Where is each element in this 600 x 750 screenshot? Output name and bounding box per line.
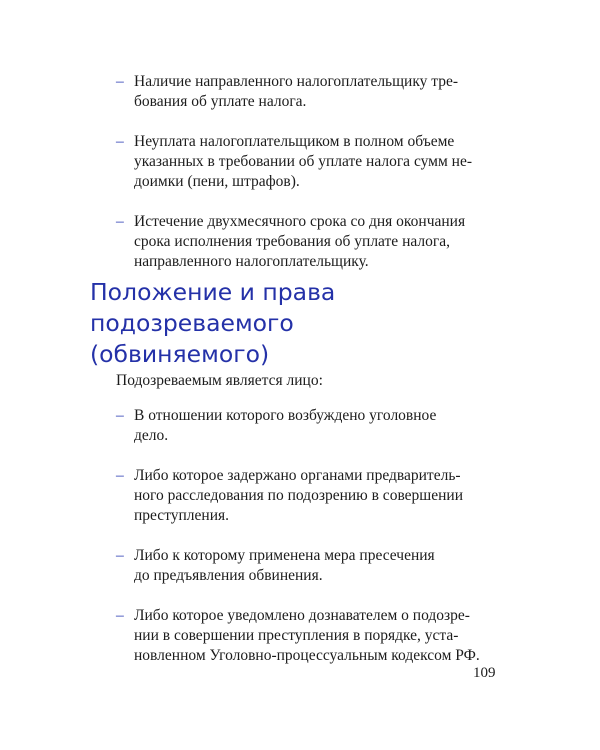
bullet-dash: – bbox=[116, 133, 124, 150]
text-line: В отношении которого возбуждено уголовное bbox=[134, 407, 437, 424]
list-item bbox=[116, 466, 514, 526]
text-line: бования об уплате налога. bbox=[134, 93, 307, 110]
heading-line: Положение и права bbox=[90, 278, 336, 306]
suspect-list bbox=[116, 406, 514, 666]
heading-line: подозреваемого bbox=[90, 309, 294, 337]
text-line: Либо к которому применена мера пресечения bbox=[134, 547, 435, 564]
list-item bbox=[116, 132, 514, 192]
bullet-dash: – bbox=[116, 547, 124, 564]
text-line: до предъявления обвинения. bbox=[134, 567, 323, 584]
bullet-dash: – bbox=[116, 607, 124, 624]
text-line: доимки (пени, штрафов). bbox=[134, 173, 300, 190]
bullet-dash: – bbox=[116, 467, 124, 484]
text-line: Либо которое задержано органами предваритель- bbox=[134, 467, 461, 484]
heading-line: (обвиняемого) bbox=[90, 340, 270, 368]
text-line: нии в совершении преступления в порядке, уста- bbox=[134, 627, 459, 644]
bullet-dash: – bbox=[116, 407, 124, 424]
text-line: Неуплата налогоплательщиком в полном объеме bbox=[134, 133, 455, 150]
list-item bbox=[116, 72, 514, 112]
bullet-dash: – bbox=[116, 213, 124, 230]
page-number: 109 bbox=[473, 665, 496, 681]
text-line: направленного налогоплательщику. bbox=[134, 253, 369, 270]
list-item bbox=[116, 606, 514, 666]
section-intro: Подозреваемым является лицо: bbox=[116, 372, 323, 389]
text-line: новленном Уголовно-процессуальным кодексом РФ. bbox=[134, 647, 480, 664]
text-line: Либо которое уведомлено дознавателем о подозре- bbox=[134, 607, 470, 624]
list-item bbox=[116, 406, 514, 446]
section-heading bbox=[90, 277, 335, 370]
criteria-list bbox=[116, 72, 514, 272]
text-line: Наличие направленного налогоплательщику тре- bbox=[134, 73, 459, 90]
text-line: преступления. bbox=[134, 507, 230, 524]
text-line: указанных в требовании об уплате налога сумм не- bbox=[134, 153, 472, 170]
text-line: дело. bbox=[134, 427, 169, 444]
text-line: ного расследования по подозрению в совершении bbox=[134, 487, 463, 504]
list-item bbox=[116, 546, 514, 586]
list-item bbox=[116, 212, 514, 272]
bullet-dash: – bbox=[116, 73, 124, 90]
text-line: срока исполнения требования об уплате налога, bbox=[134, 233, 450, 250]
text-line: Истечение двухмесячного срока со дня окончания bbox=[134, 213, 466, 230]
